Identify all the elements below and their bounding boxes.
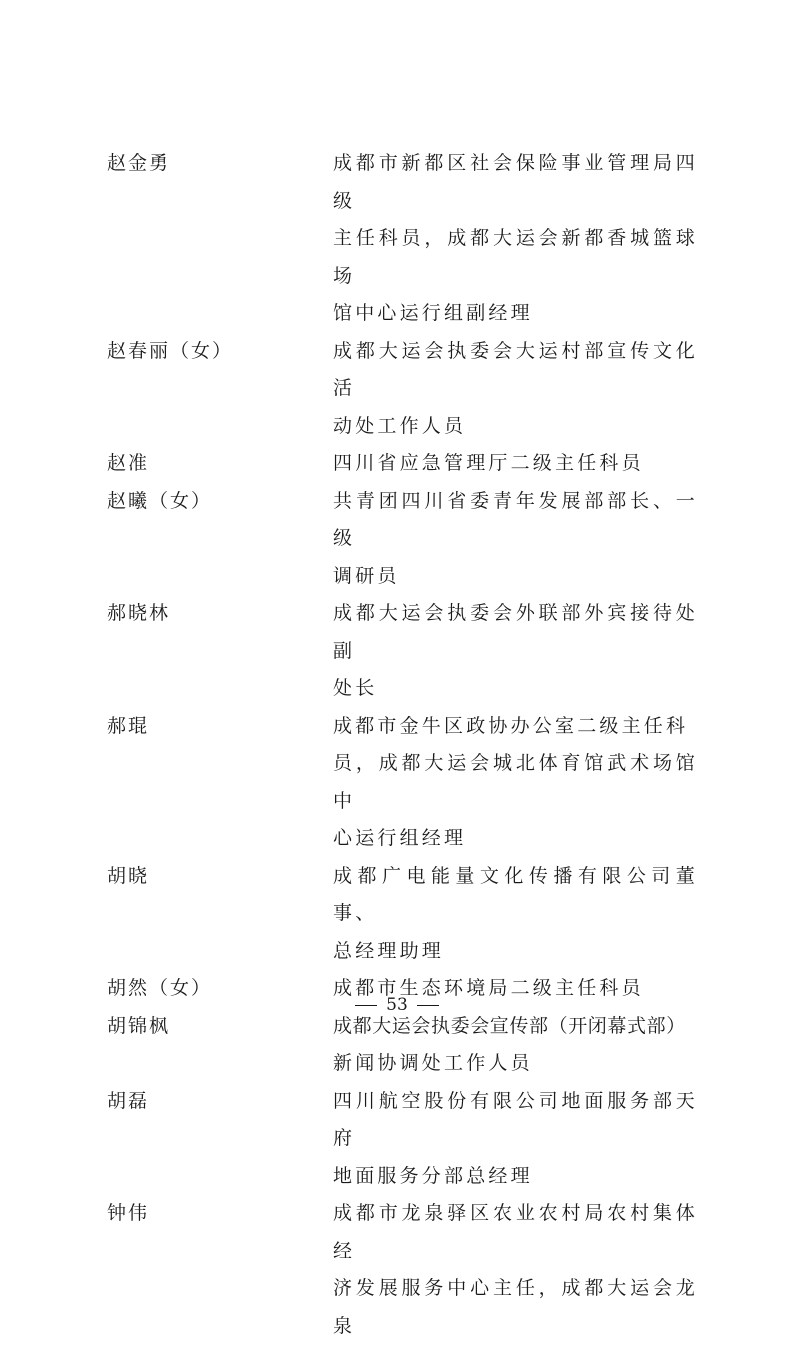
person-name: 郝晓林 [107, 602, 171, 624]
person-name: 赵春丽（女） [107, 339, 234, 362]
list-item [0, 483, 794, 596]
list-item [0, 858, 794, 971]
person-name: 赵金勇 [107, 152, 171, 174]
person-position: 共青团四川省委青年发展部部长、一级 调研员 [333, 489, 698, 587]
person-position: 成都市生态环境局二级主任科员 [333, 977, 644, 999]
person-position: 成都广电能量文化传播有限公司董事、 总经理助理 [333, 864, 698, 962]
page-footer [0, 990, 794, 1020]
person-name: 胡磊 [107, 1089, 150, 1112]
list-item [0, 1083, 794, 1196]
person-position: 成都大运会执委会外联部外宾接待处副 处长 [333, 602, 698, 699]
person-name: 钟伟 [107, 1202, 150, 1224]
name-list [0, 145, 794, 1345]
person-name: 赵准 [107, 452, 150, 474]
person-name: 胡晓 [107, 864, 150, 887]
list-item [0, 333, 794, 446]
person-name: 郝琨 [107, 714, 150, 737]
list-item [0, 445, 794, 483]
person-position: 成都大运会执委会宣传部（开闭幕式部） 新闻协调处工作人员 [333, 1014, 686, 1074]
list-item [0, 1195, 794, 1345]
person-name: 胡然（女） [107, 977, 213, 999]
list-item [0, 145, 794, 333]
person-position: 成都市金牛区政协办公室二级主任科 员，成都大运会城北体育馆武术场馆中 心运行组经理 [333, 714, 698, 849]
person-position: 成都大运会执委会大运村部宣传文化活 动处工作人员 [333, 339, 698, 437]
person-position: 四川航空股份有限公司地面服务部天府 地面服务分部总经理 [333, 1089, 698, 1187]
person-position: 成都市新都区社会保险事业管理局四级 主任科员，成都大运会新都香城篮球场 馆中心运行组副经理 [333, 152, 698, 324]
list-item [0, 708, 794, 858]
person-position: 四川省应急管理厅二级主任科员 [333, 452, 644, 474]
person-name: 胡锦枫 [107, 1014, 171, 1037]
list-item [0, 595, 794, 708]
person-position: 成都市龙泉驿区农业农村局农村集体经 济发展服务中心主任，成都大运会龙泉 [333, 1202, 698, 1337]
right-dash [417, 1005, 439, 1006]
page-number: 53 [386, 995, 408, 1015]
left-dash [355, 1005, 377, 1006]
person-name: 赵曦（女） [107, 489, 213, 512]
